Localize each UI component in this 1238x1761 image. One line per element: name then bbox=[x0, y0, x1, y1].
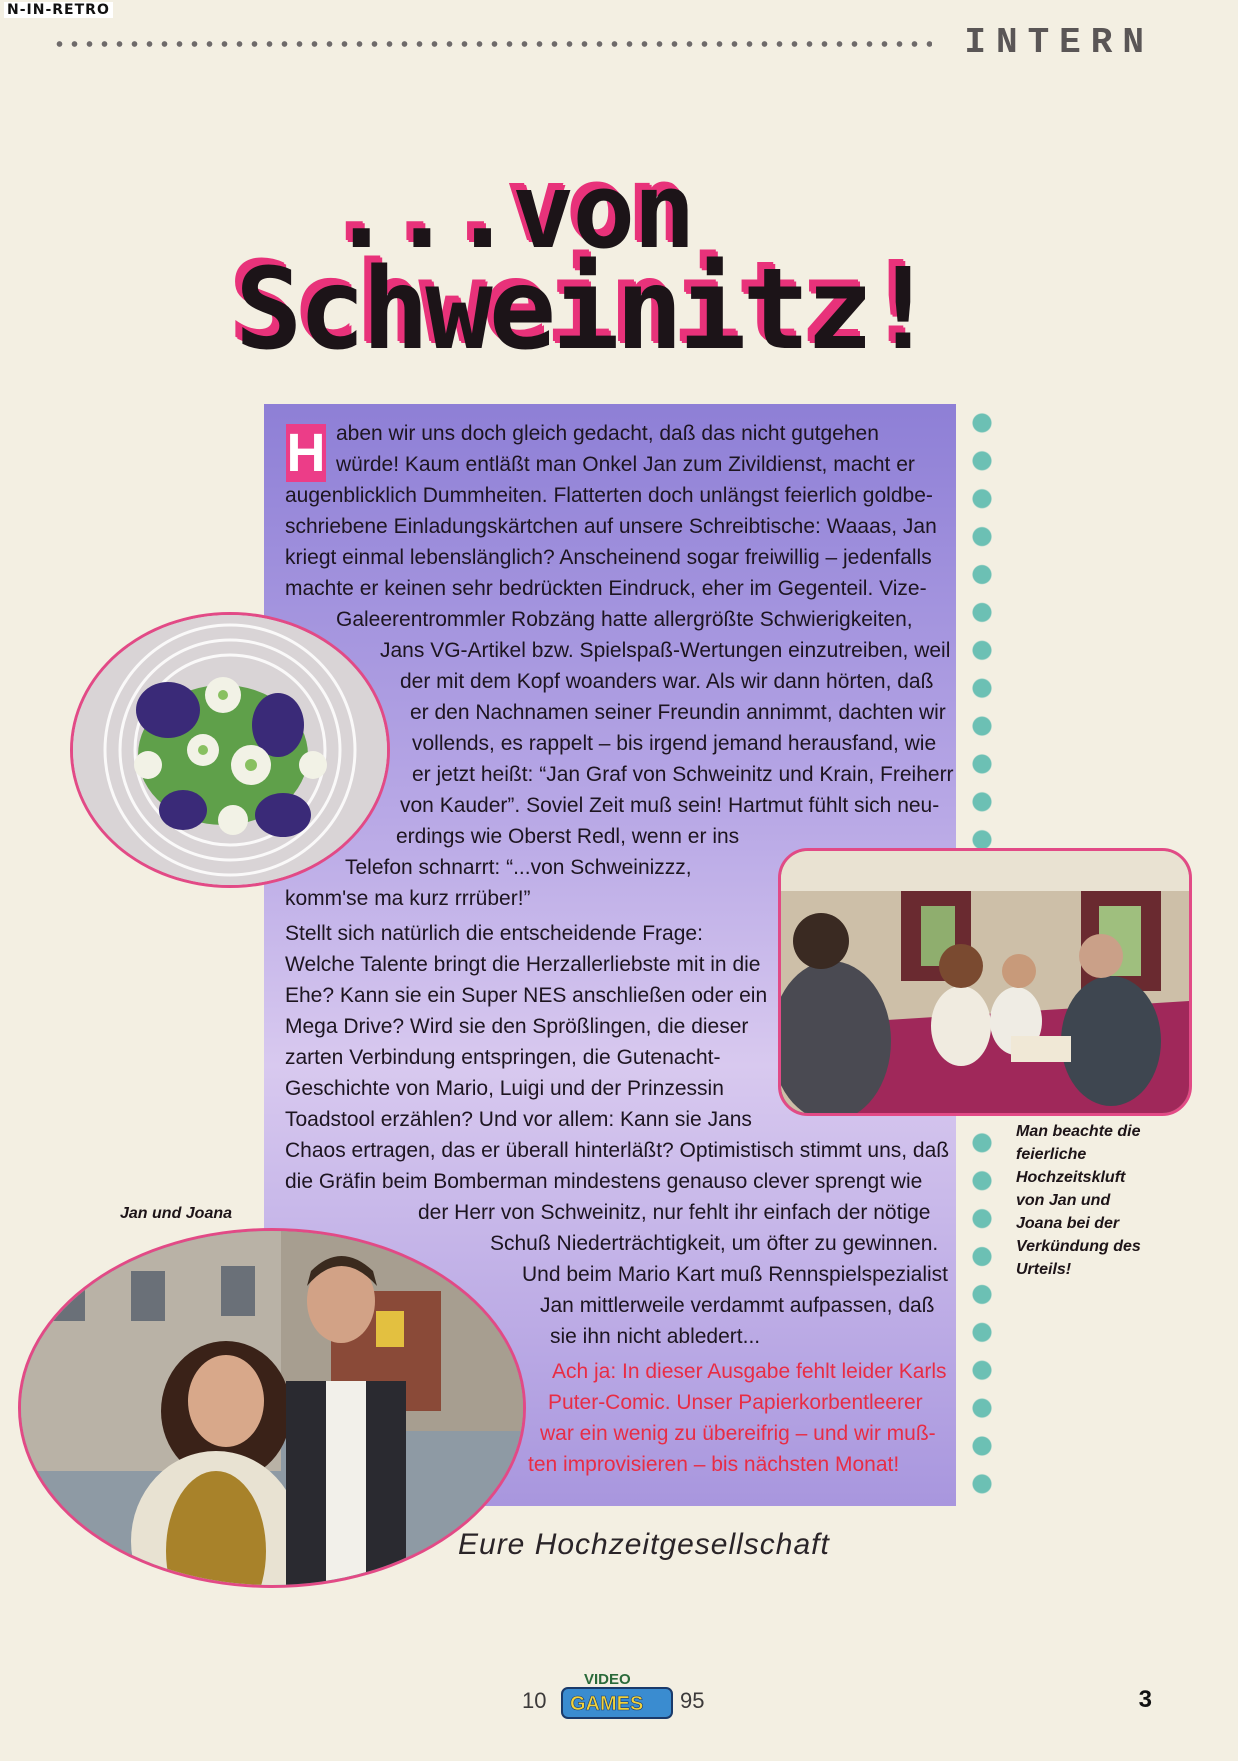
article-line: sie ihn nicht abledert... bbox=[550, 1325, 761, 1348]
article-line: Und beim Mario Kart muß Rennspielspezialist bbox=[522, 1263, 948, 1286]
editor-note-line: war ein wenig zu übereifrig – und wir muß- bbox=[540, 1422, 936, 1445]
signature: Eure Hochzeitgesellschaft bbox=[458, 1528, 830, 1561]
article-line: augenblicklich Dummheiten. Flatterten doch unlängst feierlich goldbe- bbox=[285, 484, 933, 507]
article-line: die Gräfin beim Bomberman mindestens genauso clever sprengt wie bbox=[285, 1170, 923, 1193]
article-line: Telefon schnarrt: “...von Schweinizzz, bbox=[345, 856, 692, 879]
site-watermark: N-IN-RETRO bbox=[4, 2, 113, 18]
article-line: komm'se ma kurz rrrüber!” bbox=[285, 887, 531, 910]
article-line: Schuß Niederträchtigkeit, um öfter zu gewinnen. bbox=[490, 1232, 939, 1255]
video-games-logo bbox=[560, 1666, 674, 1726]
logo-text-bottom: GAMES bbox=[570, 1693, 644, 1715]
article-line: erdings wie Oberst Redl, wenn er ins bbox=[396, 825, 740, 848]
issue-year: 95 bbox=[680, 1688, 705, 1713]
article-line: machte er keinen sehr bedrückten Eindruck, eher im Gegenteil. Vize- bbox=[285, 577, 927, 600]
article-line: Toadstool erzählen? Und vor allem: Kann sie Jans bbox=[285, 1108, 752, 1131]
article-line: von Kauder”. Soviel Zeit muß sein! Hartmut fühlt sich neu- bbox=[400, 794, 940, 817]
bouquet-photo bbox=[70, 612, 390, 888]
editor-note-line: ten improvisieren – bis nächsten Monat! bbox=[528, 1453, 900, 1476]
section-label: INTERN bbox=[964, 22, 1154, 63]
article-line: Jan mittlerweile verdammt aufpassen, daß bbox=[540, 1294, 935, 1317]
article-line: aben wir uns doch gleich gedacht, daß das nicht gutgehen bbox=[336, 422, 879, 445]
article-line: zarten Verbindung entspringen, die Gutenacht- bbox=[285, 1046, 721, 1069]
article-line: vollends, es rappelt – bis irgend jemand herausfand, wie bbox=[412, 732, 937, 755]
article-line: Galeerentrommler Robzäng hatte allergrößte Schwierigkeiten, bbox=[336, 608, 913, 631]
drop-cap: H bbox=[286, 423, 326, 483]
article-line: der Herr von Schweinitz, nur fehlt ihr einfach der nötige bbox=[418, 1201, 931, 1224]
headline-line-2: Schweinitz! bbox=[235, 245, 933, 375]
ceremony-caption-line: Verkündung des bbox=[1016, 1238, 1141, 1255]
ceremony-caption-line: Man beachte die bbox=[1016, 1123, 1141, 1140]
article-line: Jans VG-Artikel bzw. Spielspaß-Wertungen einzutreiben, weil bbox=[380, 639, 951, 662]
article-line: der mit dem Kopf woanders war. Als wir dann hörten, daß bbox=[400, 670, 934, 693]
article-line: Welche Talente bringt die Herzallerliebste mit in die bbox=[285, 953, 761, 976]
article-line: kriegt einmal lebenslänglich? Anscheinend sogar freiwillig – jedenfalls bbox=[285, 546, 932, 569]
couple-caption: Jan und Joana bbox=[120, 1205, 233, 1222]
ceremony-caption-line: Joana bei der bbox=[1016, 1215, 1120, 1232]
article-line: schriebene Einladungskärtchen auf unsere Schreibtische: Waaas, Jan bbox=[285, 515, 937, 538]
article-line: Ehe? Kann sie ein Super NES anschließen oder ein bbox=[285, 984, 768, 1007]
article-line: Stellt sich natürlich die entscheidende Frage: bbox=[285, 922, 703, 945]
article-line: er jetzt heißt: “Jan Graf von Schweinitz und Krain, Freiherr bbox=[412, 763, 954, 786]
article-line: würde! Kaum entläßt man Onkel Jan zum Zivildienst, macht er bbox=[336, 453, 915, 476]
headline-line-1: ...von bbox=[330, 150, 694, 272]
article-line: er den Nachnamen seiner Freundin annimmt, dachten wir bbox=[410, 701, 946, 724]
article-line: Mega Drive? Wird sie den Sprößlingen, die dieser bbox=[285, 1015, 749, 1038]
logo-text-top: VIDEO bbox=[584, 1671, 631, 1688]
couple-photo bbox=[18, 1228, 526, 1588]
dotted-divider bbox=[52, 40, 932, 48]
editor-note-line: Puter-Comic. Unser Papierkorbentleerer bbox=[548, 1391, 923, 1414]
article-line: Geschichte von Mario, Luigi und der Prinzessin bbox=[285, 1077, 724, 1100]
article-line: Chaos ertragen, das er überall hinterläßt? Optimistisch stimmt uns, daß bbox=[285, 1139, 950, 1162]
ceremony-caption-line: feierliche bbox=[1016, 1146, 1087, 1163]
ceremony-caption-line: Urteils! bbox=[1016, 1261, 1072, 1278]
ceremony-caption-line: Hochzeitskluft bbox=[1016, 1169, 1126, 1186]
ceremony-caption-line: von Jan und bbox=[1016, 1192, 1111, 1209]
editor-note-line: Ach ja: In dieser Ausgabe fehlt leider Karls bbox=[552, 1360, 947, 1383]
page-number: 3 bbox=[1138, 1686, 1152, 1713]
ceremony-photo bbox=[778, 848, 1192, 1116]
issue-month: 10 bbox=[522, 1688, 547, 1713]
